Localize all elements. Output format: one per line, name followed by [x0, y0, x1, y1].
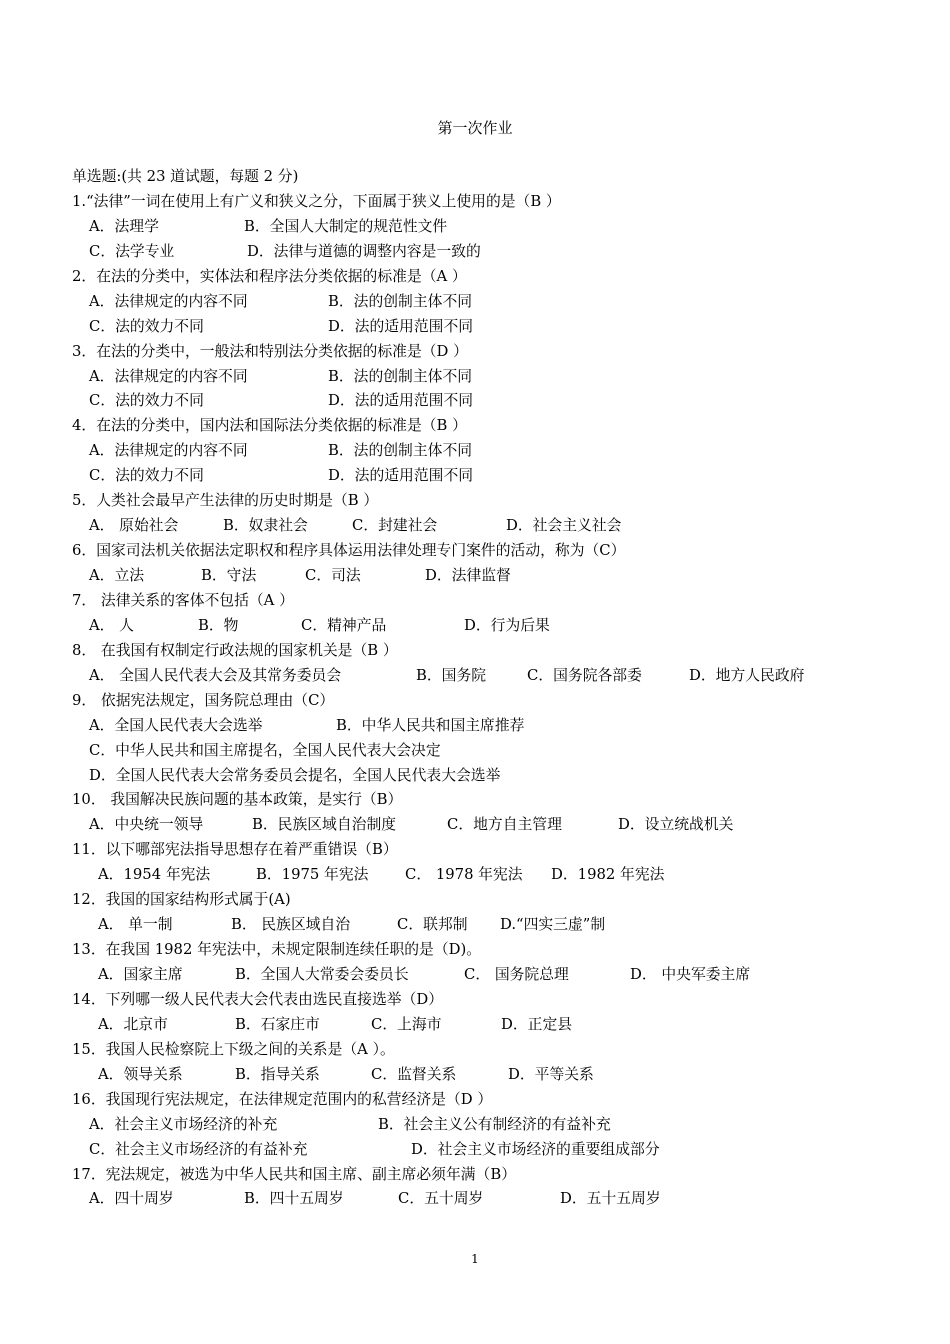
option: C．法的效力不同 [89, 467, 204, 485]
question-stem: 8． 在我国有权制定行政法规的国家机关是（B ） [72, 641, 398, 659]
option: A． 原始社会 [89, 517, 179, 535]
option: D． 中央军委主席 [630, 966, 751, 983]
option: D．法律监督 [425, 567, 511, 584]
document-title: 第一次作业 [437, 119, 513, 137]
option: D．社会主义社会 [506, 517, 622, 535]
option: C．封建社会 [352, 517, 438, 535]
question-list [72, 165, 912, 1212]
option: A．法律规定的内容不同 [89, 367, 248, 385]
option: A．法理学 [89, 217, 159, 235]
option: B．国务院 [416, 666, 487, 684]
option-line [72, 913, 912, 938]
option-line [72, 290, 912, 315]
option: B．守法 [201, 567, 257, 584]
option: D．设立统战机关 [618, 816, 734, 834]
option: D．法律与道德的调整内容是一致的 [247, 242, 481, 260]
option-line [72, 714, 912, 739]
question-stem: 16．我国现行宪法规定，在法律规定范围内的私营经济是（D ） [72, 1090, 493, 1108]
option-line [72, 764, 912, 789]
option: A．北京市 [98, 1015, 168, 1033]
option: C．司法 [305, 567, 361, 584]
section-header: 单选题:(共 23 道试题，每题 2 分) [72, 168, 299, 185]
option-line [72, 1063, 912, 1088]
option: C． 国务院总理 [464, 966, 569, 983]
option: B．物 [198, 616, 239, 634]
option: D．全国人民代表大会常务委员会提名，全国人民代表大会选举 [89, 766, 501, 784]
option-line [72, 963, 912, 988]
option: A．四十周岁 [89, 1190, 174, 1208]
option: B．法的创制主体不同 [328, 442, 473, 460]
option: B．法的创制主体不同 [328, 367, 473, 385]
option: A． 单一制 [98, 916, 173, 934]
option: D．法的适用范围不同 [328, 392, 474, 410]
option-line [72, 365, 912, 390]
question-stem: 10． 我国解决民族问题的基本政策，是实行（B） [72, 791, 403, 809]
question-stem: 7． 法律关系的客体不包括（A ） [72, 591, 294, 609]
option: D．平等关系 [508, 1065, 594, 1083]
question-stem: 3．在法的分类中，一般法和特别法分类依据的标准是（D ） [72, 342, 468, 360]
option: D．法的适用范围不同 [328, 467, 474, 485]
option: A．国家主席 [98, 966, 183, 983]
option-line [72, 464, 912, 489]
option: B．四十五周岁 [244, 1190, 344, 1208]
option-line [72, 514, 912, 539]
option: C．上海市 [371, 1015, 442, 1033]
option-line [72, 1113, 912, 1138]
option: C．监督关系 [371, 1065, 457, 1083]
option: A．全国人民代表大会选举 [89, 716, 263, 734]
option: A． 全国人民代表大会及其常务委员会 [89, 666, 342, 684]
question-stem: 5．人类社会最早产生法律的历史时期是（B ） [72, 492, 379, 510]
option-line [72, 614, 912, 639]
option: A．立法 [89, 567, 145, 584]
option-line [72, 564, 912, 589]
option: C．法学专业 [89, 242, 175, 260]
option: B． 民族区域自治 [231, 916, 351, 934]
option: C．国务院各部委 [527, 666, 642, 684]
option: C．精神产品 [301, 616, 387, 634]
option: D．地方人民政府 [689, 666, 805, 684]
option: B．全国人大常委会委员长 [235, 966, 409, 983]
question-stem: 2．在法的分类中，实体法和程序法分类依据的标准是（A ） [72, 267, 467, 285]
option: A．社会主义市场经济的补充 [89, 1115, 278, 1133]
option: A．法律规定的内容不同 [89, 292, 248, 310]
option: D．1982 年宪法 [551, 866, 665, 884]
option-line [72, 215, 912, 240]
option: A．1954 年宪法 [98, 866, 211, 884]
option-line [72, 1187, 912, 1212]
option-line [72, 813, 912, 838]
option: B．指导关系 [235, 1065, 320, 1083]
option-line [72, 739, 912, 764]
question-stem: 6．国家司法机关依据法定职权和程序具体运用法律处理专门案件的活动，称为（C） [72, 542, 626, 560]
option-line [72, 389, 912, 414]
option: D．正定县 [501, 1015, 573, 1033]
question-stem: 14．下列哪一级人民代表大会代表由选民直接选举（D） [72, 990, 444, 1008]
option: C．中华人民共和国主席提名，全国人民代表大会决定 [89, 741, 441, 759]
question-stem: 4．在法的分类中，国内法和国际法分类依据的标准是（B ） [72, 417, 467, 435]
option: D．行为后果 [464, 616, 550, 634]
option: D．社会主义市场经济的重要组成部分 [411, 1140, 660, 1158]
page-number: 1 [471, 1252, 479, 1266]
option-line [72, 240, 912, 265]
question-stem: 17．宪法规定，被选为中华人民共和国主席、副主席必须年满（B） [72, 1165, 517, 1183]
question-stem: 12．我国的国家结构形式属于(A) [72, 891, 291, 909]
question-stem: 11．以下哪部宪法指导思想存在着严重错误（B） [72, 841, 398, 859]
option: C． 1978 年宪法 [405, 866, 523, 884]
option: B．奴隶社会 [223, 517, 308, 535]
option: C．法的效力不同 [89, 317, 204, 335]
option: C．法的效力不同 [89, 392, 204, 410]
option-line [72, 664, 912, 689]
option: B．全国人大制定的规范性文件 [244, 217, 448, 235]
option: B．1975 年宪法 [256, 866, 369, 884]
option: C．联邦制 [397, 916, 468, 934]
question-stem: 1.“法律”一词在使用上有广义和狭义之分，下面属于狭义上使用的是（B ） [72, 192, 561, 210]
option: B．石家庄市 [235, 1015, 320, 1033]
option-line [72, 439, 912, 464]
option: A． 人 [89, 616, 134, 634]
option-line [72, 1138, 912, 1163]
question-stem: 15．我国人民检察院上下级之间的关系是（A ）。 [72, 1040, 395, 1058]
question-stem: 13．在我国 1982 年宪法中，未规定限制连续任职的是（D)。 [72, 941, 482, 959]
option: D．法的适用范围不同 [328, 317, 474, 335]
option: B．民族区域自治制度 [252, 816, 397, 834]
option: C．社会主义市场经济的有益补充 [89, 1140, 308, 1158]
option: C．地方自主管理 [447, 816, 562, 834]
option-line [72, 863, 912, 888]
option: A．中央统一领导 [89, 816, 204, 834]
option: B．社会主义公有制经济的有益补充 [378, 1115, 611, 1133]
option-line [72, 1013, 912, 1038]
option: C．五十周岁 [398, 1190, 484, 1208]
option: B．法的创制主体不同 [328, 292, 473, 310]
option: A．法律规定的内容不同 [89, 442, 248, 460]
option: A．领导关系 [98, 1065, 183, 1083]
option: B．中华人民共和国主席推荐 [336, 716, 525, 734]
question-stem: 9． 依据宪法规定，国务院总理由（C） [72, 691, 335, 709]
option: D．五十五周岁 [560, 1190, 661, 1208]
option-line [72, 315, 912, 340]
option: D.“四实三虚”制 [500, 916, 606, 934]
